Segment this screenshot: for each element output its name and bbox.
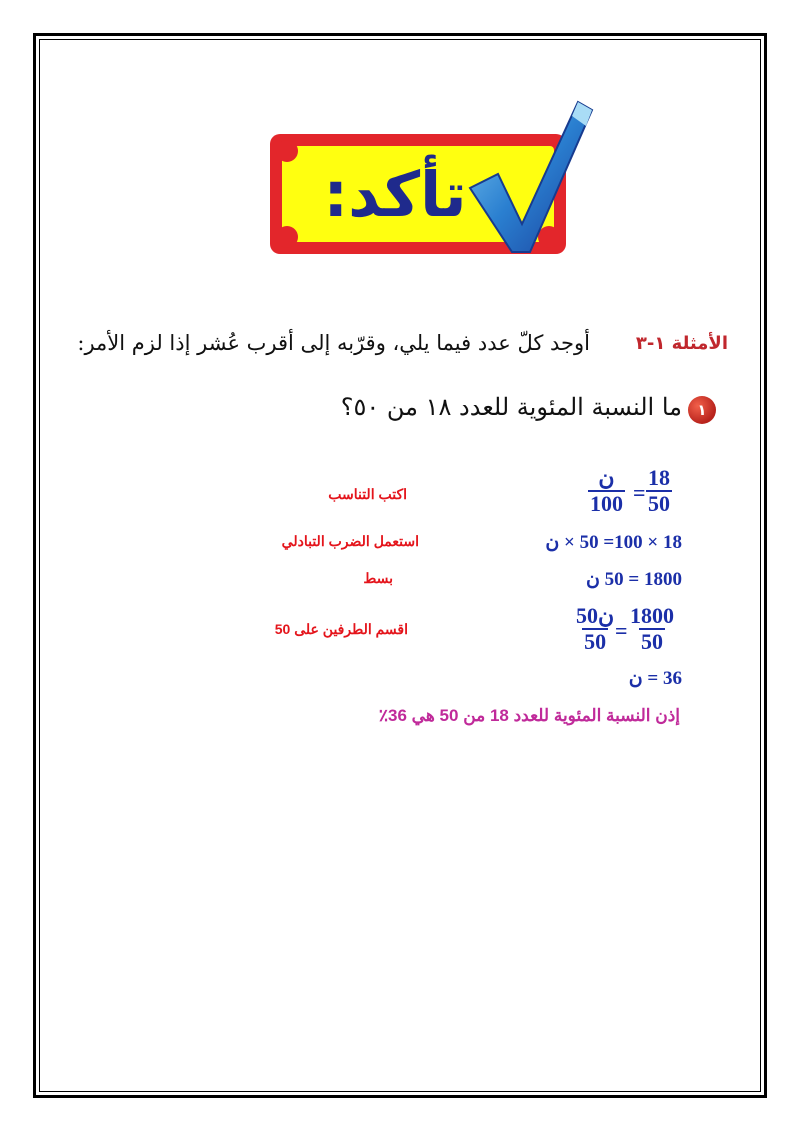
fraction-denominator: 50 bbox=[584, 629, 607, 654]
fraction-numerator: 50ن bbox=[576, 603, 615, 628]
fraction-n-over-100 bbox=[588, 466, 625, 516]
fraction-18-over-50 bbox=[646, 466, 672, 516]
step-note-cross-multiply: استعمل الضرب التبادلي bbox=[281, 533, 419, 549]
banner-corner bbox=[276, 226, 298, 248]
fraction-denominator: 100 bbox=[590, 491, 623, 516]
step-simplify: 1800 = 50 ن bbox=[585, 569, 682, 590]
fraction-numerator: 18 bbox=[648, 465, 670, 490]
step-note-simplify: بسط bbox=[363, 570, 393, 586]
equals-sign: = bbox=[615, 618, 628, 643]
fraction-denominator: 50 bbox=[648, 491, 670, 516]
fraction-1800-over-50 bbox=[628, 604, 676, 654]
banner-corner bbox=[276, 140, 298, 162]
fraction-50n-over-50 bbox=[574, 604, 616, 654]
instruction-text: أوجد كلّ عدد فيما يلي، وقرّبه إلى أقرب عُشر إذا لزم الأمر: bbox=[77, 331, 590, 355]
fraction-numerator: ن bbox=[598, 465, 615, 490]
equals-sign: = bbox=[633, 480, 646, 505]
step-note-divide-both-sides: اقسم الطرفين على 50 bbox=[274, 621, 408, 637]
conclusion-text: إذن النسبة المئوية للعدد 18 من 50 هي 36٪ bbox=[378, 706, 680, 725]
fraction-denominator: 50 bbox=[641, 629, 663, 654]
examples-label: الأمثلة ١-٣ bbox=[635, 333, 728, 354]
fraction-numerator: 1800 bbox=[630, 603, 674, 628]
question-number-badge: ١ bbox=[688, 396, 716, 424]
banner-title: تأكد: bbox=[323, 158, 467, 231]
check-banner bbox=[270, 96, 600, 266]
question-text: ما النسبة المئوية للعدد ١٨ من ٥٠؟ bbox=[340, 393, 682, 421]
checkmark-icon bbox=[460, 96, 600, 266]
step-note-write-proportion: اكتب التناسب bbox=[328, 486, 407, 502]
step-result: 36 = ن bbox=[628, 668, 682, 689]
step-cross-multiply: 18 × 100= 50 × ن bbox=[545, 532, 682, 553]
